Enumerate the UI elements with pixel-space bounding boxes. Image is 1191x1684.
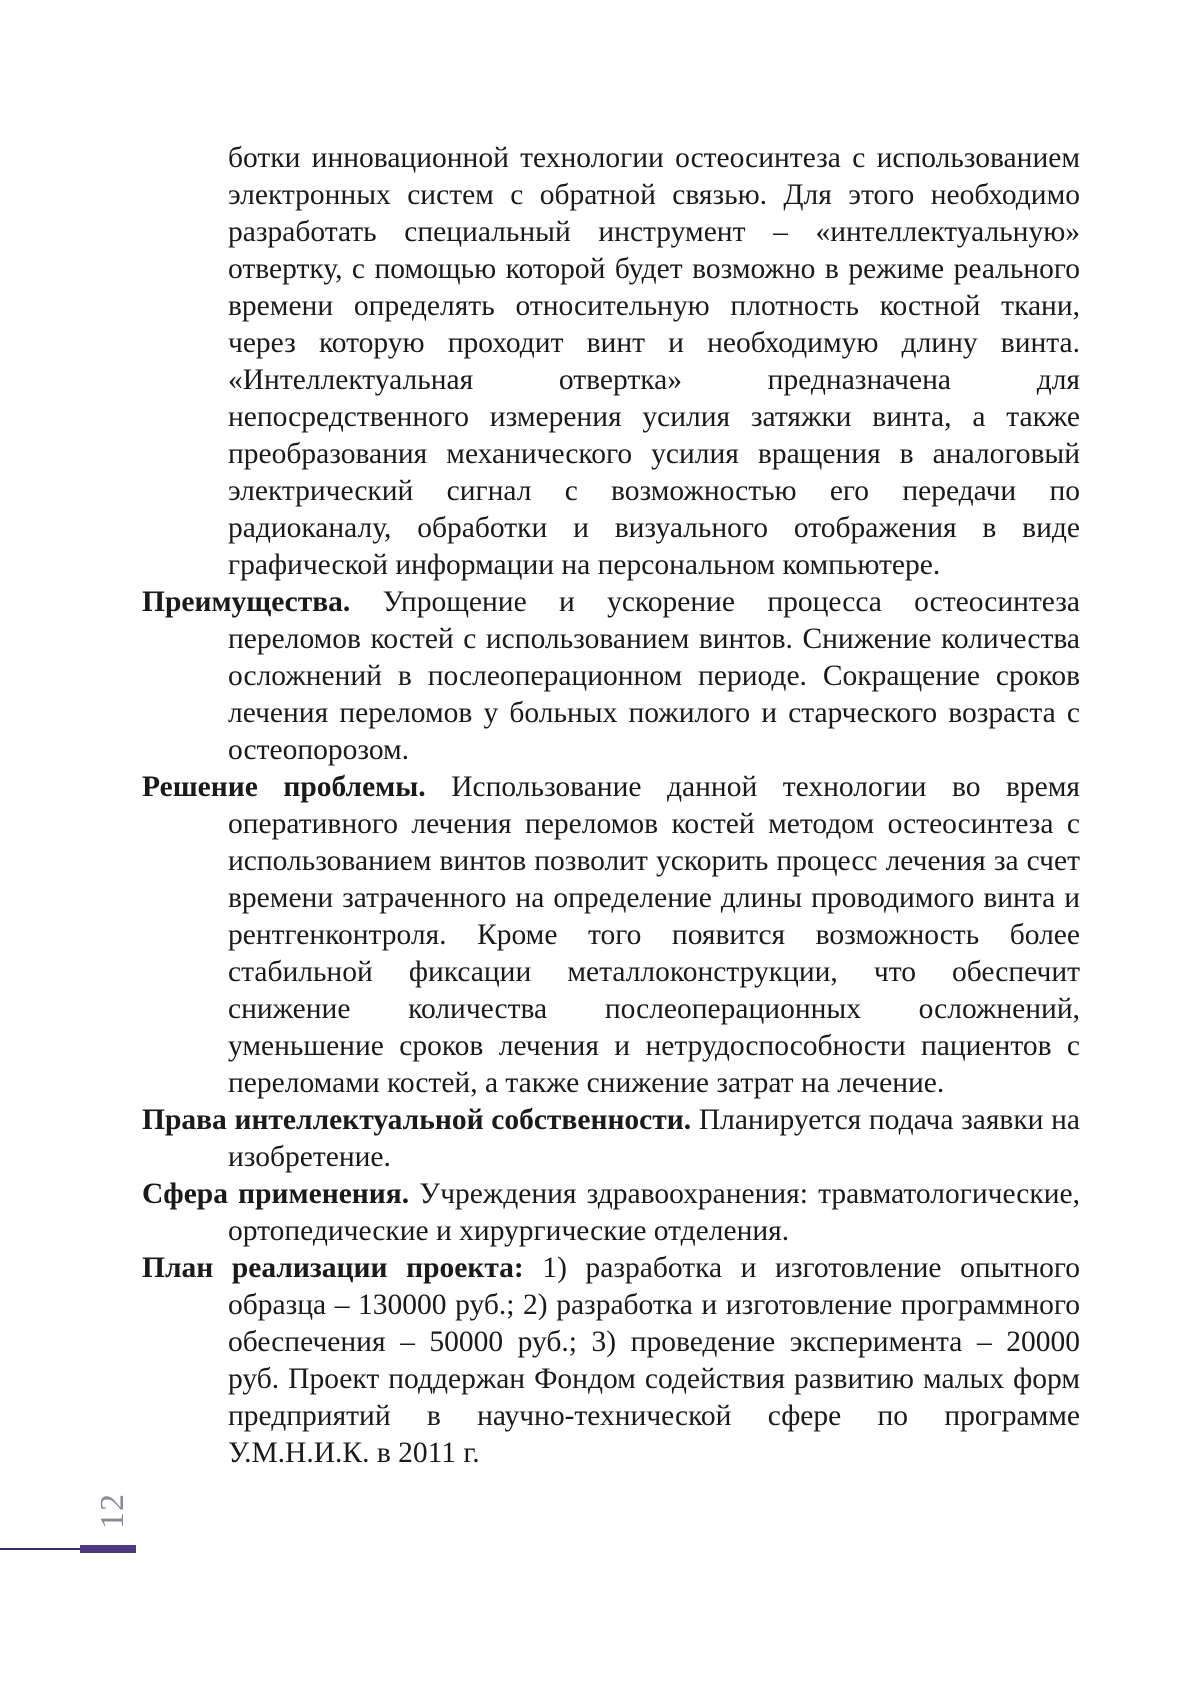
section-text: Учреждения здравоохранения: травматологические, ортопедические и хирургические отделения. [228,1178,1080,1247]
section-implementation-plan [142,1250,1080,1472]
page-footer-rule [0,1548,80,1550]
section-text: Планируется подача заявки на изобретение. [228,1104,1080,1173]
section-term: Права интеллектуальной собственности. [142,1104,692,1136]
page-number: 12 [94,1493,131,1529]
page-footer-accent [80,1545,136,1553]
section-term: Сфера применения. [142,1178,410,1210]
section-term: Преимущества. [142,586,351,618]
intro-paragraph [142,140,1080,584]
section-term: Решение проблемы. [142,771,426,803]
section-intellectual-property [142,1102,1080,1176]
section-advantages [142,584,1080,769]
section-text: 1) разработка и изготовление опытного образца – 130000 руб.; 2) разработка и изготовление программного обеспечения – 50000 руб.; 3) проведение эксперимента – 20000 руб. Проект поддержан Фондом содействия развитию малых форм предприятий в научно-технической сфере по программе У.М.Н.И.К. в 2011 г. [228,1252,1080,1469]
body-text [142,140,1080,1472]
section-problem-solution [142,769,1080,1102]
section-application-scope [142,1176,1080,1250]
intro-text: ботки инновационной технологии остеосинтеза с использованием электронных систем с обратной связью. Для этого необходимо разработать специальный инструмент – «интеллектуальную» отвертку, с помощью которой будет возможно в режиме реального времени определять относительную плотность костной ткани, через которую проходит винт и необходимую длину винта. «Интеллектуальная отвертка» предназначена для непосредственного измерения усилия затяжки винта, а также преобразования механического усилия вращения в аналоговый электрический сигнал с возможностью его передачи по радиоканалу, обработки и визуального отображения в виде графической информации на персональном компьютере. [228,142,1080,581]
section-term: План реализации проекта: [142,1252,524,1284]
section-text: Упрощение и ускорение процесса остеосинтеза переломов костей с использованием винтов. Снижение количества осложнений в послеоперационном периоде. Сокращение сроков лечения переломов у больных пожилого и старческого возраста с остеопорозом. [228,586,1080,766]
section-text: Использование данной технологии во время оперативного лечения переломов костей методом остеосинтеза с использованием винтов позволит ускорить процесс лечения за счет времени затраченного на определение длины проводимого винта и рентгенконтроля. Кроме того появится возможность более стабильной фиксации металлоконструкции, что обеспечит снижение количества послеоперационных осложнений, уменьшение сроков лечения и нетрудоспособности пациентов с переломами костей, а также снижение затрат на лечение. [228,771,1080,1099]
